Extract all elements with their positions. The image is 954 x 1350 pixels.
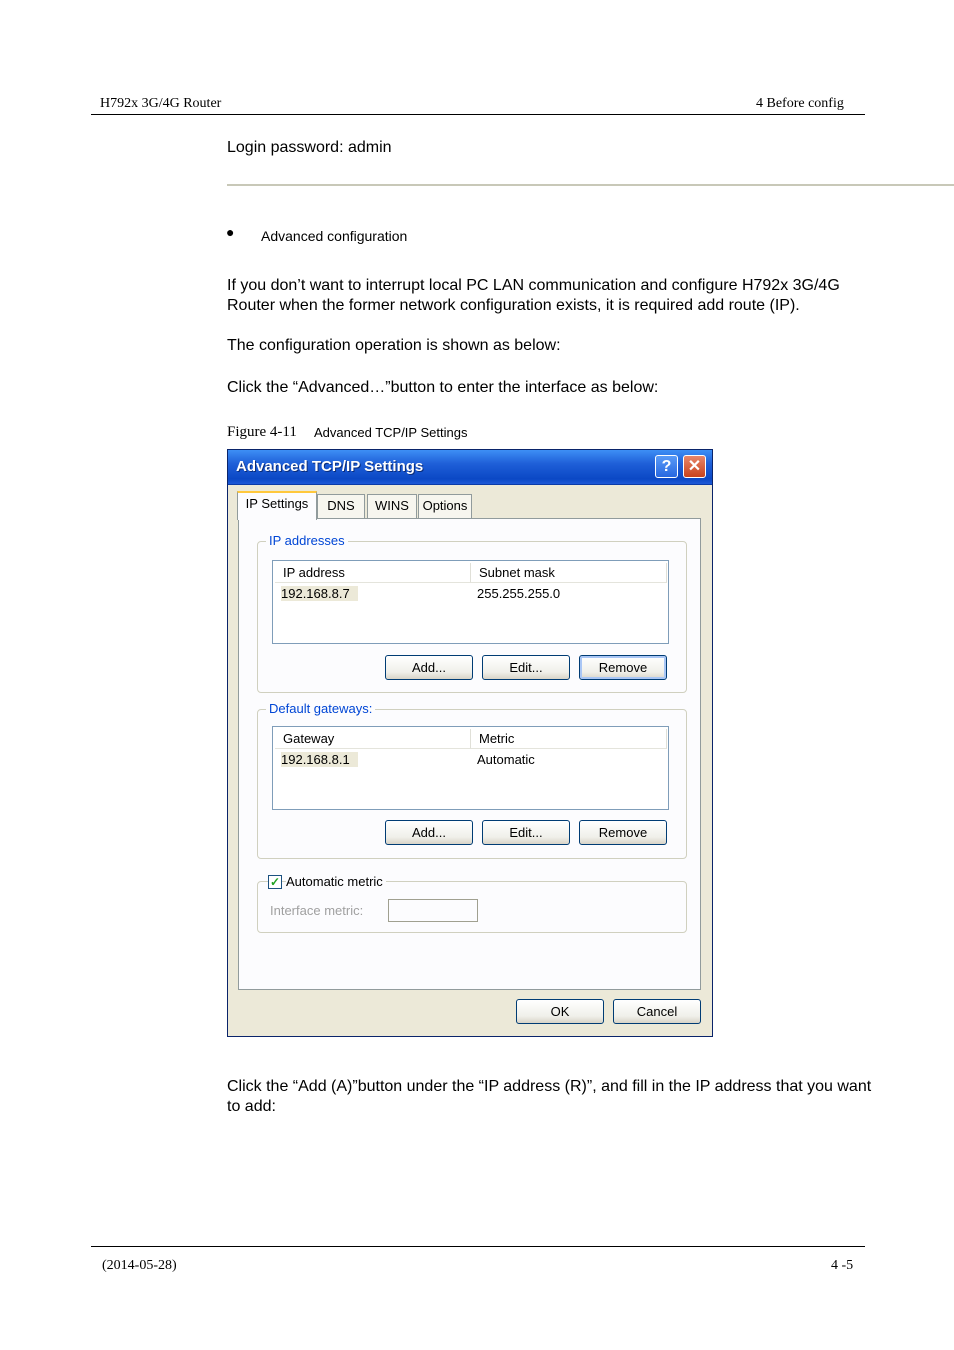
interface-metric-input[interactable] xyxy=(388,899,478,922)
tab-options[interactable]: Options xyxy=(418,494,472,518)
figure-number: Figure 4-11 xyxy=(227,424,297,440)
ip-remove-button[interactable]: Remove xyxy=(579,655,667,680)
header-title: H792x 3G/4G Router xyxy=(100,96,222,111)
section-divider xyxy=(227,184,954,186)
ip-edit-button[interactable]: Edit... xyxy=(482,655,570,680)
tab-dns[interactable]: DNS xyxy=(317,494,365,518)
gateway-row-address-text: 192.168.8.1 xyxy=(281,752,358,767)
automatic-metric-label[interactable]: Automatic metric xyxy=(286,874,386,889)
close-icon[interactable]: ✕ xyxy=(683,455,706,478)
default-gateways-legend: Default gateways: xyxy=(266,701,375,716)
gateway-edit-button[interactable]: Edit... xyxy=(482,820,570,845)
gateway-add-button[interactable]: Add... xyxy=(385,820,473,845)
help-icon[interactable]: ? xyxy=(655,455,678,478)
footer-rule xyxy=(91,1246,865,1247)
footer-page-number: 4 -5 xyxy=(831,1258,854,1273)
header-chapter: 4 Before config xyxy=(756,96,844,111)
bullet-dot: ● xyxy=(226,224,235,240)
gateway-row-metric: Automatic xyxy=(477,752,535,767)
default-gateways-group xyxy=(257,701,687,859)
paragraph-4: Click the “Add (A)”button under the “IP address (R)”, and fill in the IP address that you want to add: xyxy=(227,1078,872,1115)
bullet-text: Advanced configuration xyxy=(261,228,408,244)
automatic-metric-checkbox[interactable]: ✓ xyxy=(269,875,281,889)
header-rule xyxy=(91,114,865,115)
column-header-subnet-mask[interactable]: Subnet mask xyxy=(471,563,667,583)
dialog-titlebar xyxy=(228,450,712,485)
column-header-metric[interactable]: Metric xyxy=(471,729,667,749)
advanced-tcpip-dialog xyxy=(227,449,713,1037)
ip-addresses-legend: IP addresses xyxy=(266,533,348,548)
cancel-button[interactable]: Cancel xyxy=(613,999,701,1024)
ok-button[interactable]: OK xyxy=(516,999,604,1024)
login-password-line: Login password: admin xyxy=(227,139,392,156)
ip-addresses-group xyxy=(257,533,687,693)
ip-row-address-text: 192.168.8.7 xyxy=(281,586,358,601)
paragraph-2: The configuration operation is shown as below: xyxy=(227,337,561,354)
metric-group xyxy=(257,874,687,933)
ip-add-button[interactable]: Add... xyxy=(385,655,473,680)
ip-row-mask: 255.255.255.0 xyxy=(477,586,561,601)
figure-caption: Advanced TCP/IP Settings xyxy=(314,425,468,440)
gateway-remove-button[interactable]: Remove xyxy=(579,820,667,845)
tab-panel xyxy=(238,518,701,990)
gateway-row-address[interactable] xyxy=(273,751,358,769)
tab-ip-settings[interactable]: IP Settings xyxy=(237,491,317,520)
tab-wins[interactable]: WINS xyxy=(367,494,417,518)
column-header-ip-address[interactable]: IP address xyxy=(275,563,471,583)
gateway-list[interactable] xyxy=(272,726,669,810)
column-header-gateway[interactable]: Gateway xyxy=(275,729,471,749)
ip-row-address[interactable] xyxy=(273,585,358,603)
ip-address-list[interactable] xyxy=(272,560,669,644)
interface-metric-label: Interface metric: xyxy=(270,903,364,918)
footer-date: (2014-05-28) xyxy=(102,1258,177,1273)
paragraph-3: Click the “Advanced…”button to enter the interface as below: xyxy=(227,379,659,396)
paragraph-1: If you don’t want to interrupt local PC LAN communication and configure H792x 3G/4G Router when the former network configuration exists, it is required add route (IP). xyxy=(227,277,840,314)
dialog-title: Advanced TCP/IP Settings xyxy=(236,458,424,475)
